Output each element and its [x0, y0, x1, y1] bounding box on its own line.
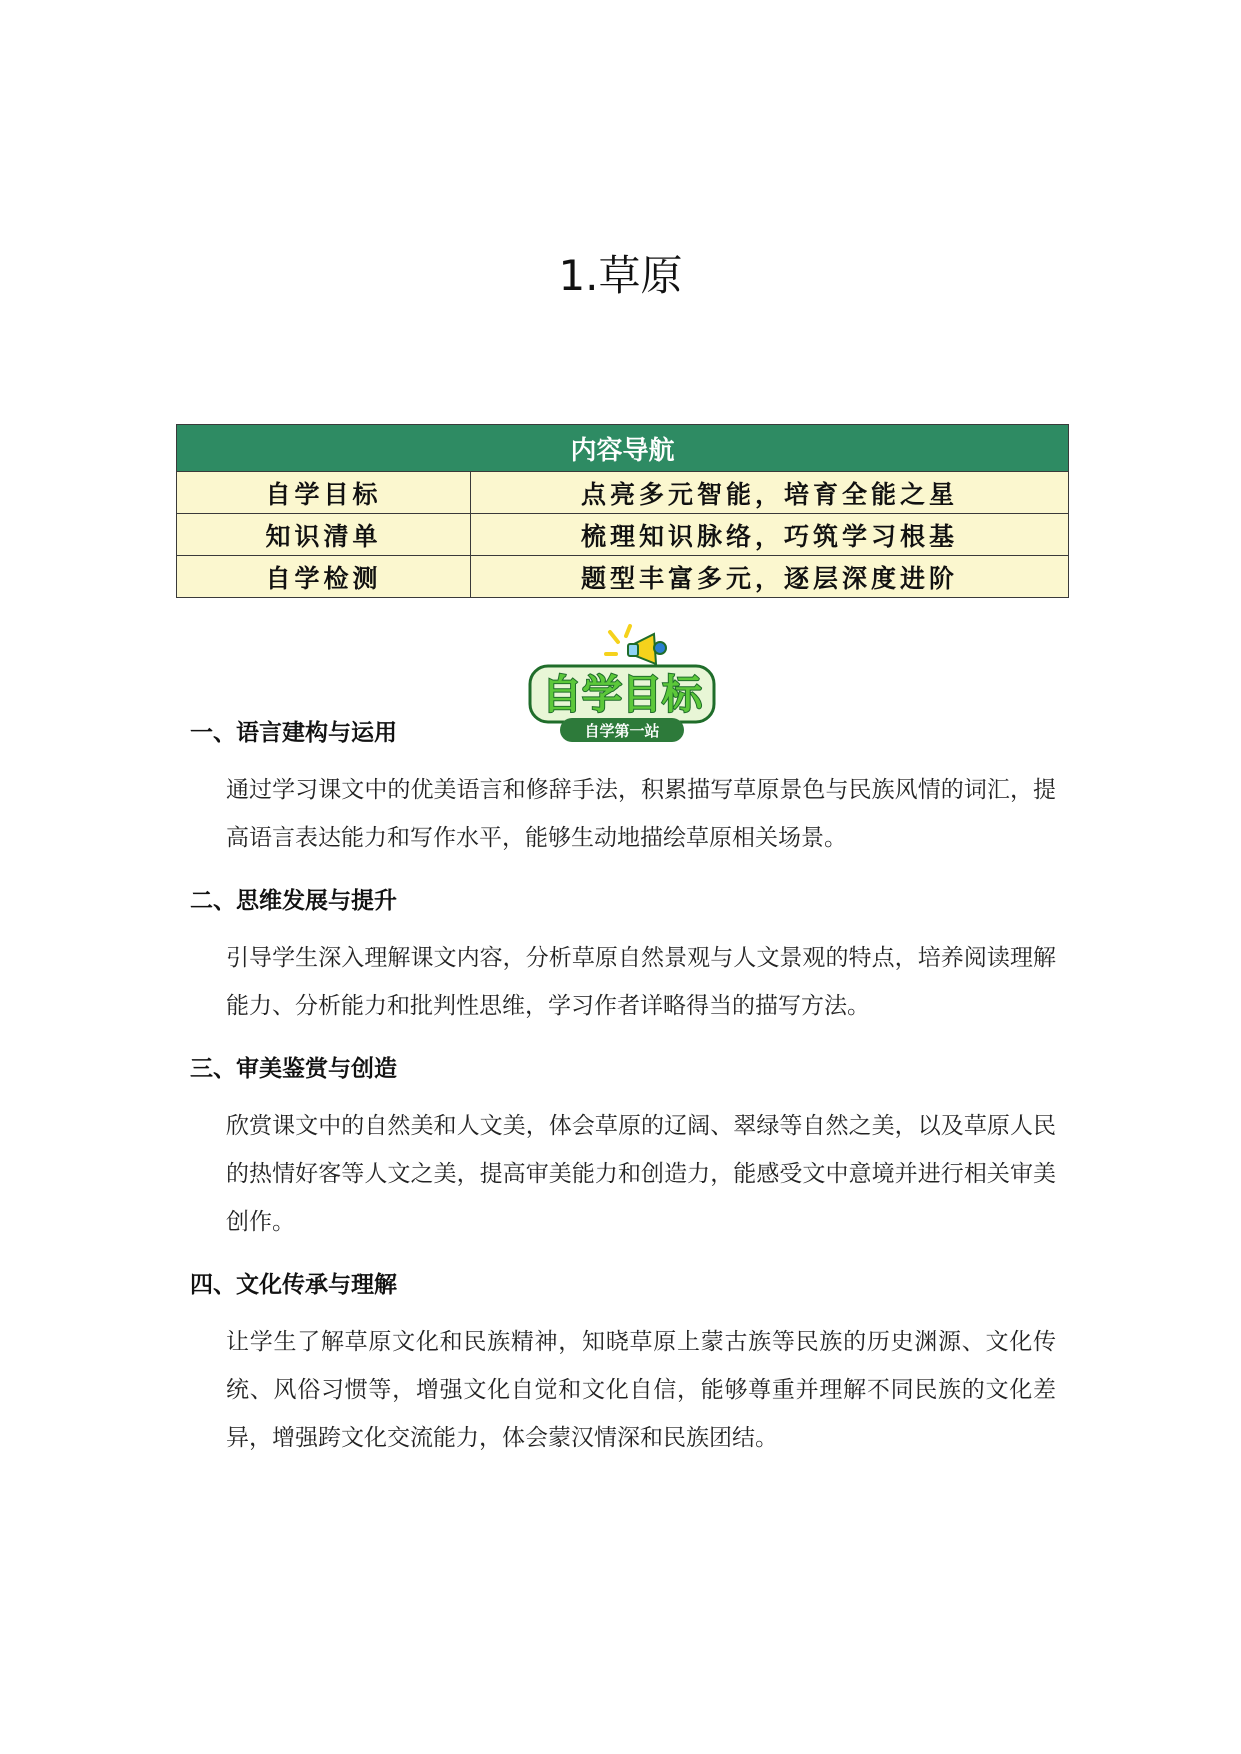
table-row [177, 514, 1069, 556]
table-row [177, 472, 1069, 514]
nav-row-desc: 题型丰富多元，逐层深度进阶 [471, 556, 1069, 598]
section-body: 通过学习课文中的优美语言和修辞手法，积累描写草原景色与民族风情的词汇，提高语言表达能力和写作水平，能够生动地描绘草原相关场景。 [226, 777, 1056, 851]
badge-main-text: 自学目标 [542, 672, 702, 718]
section-heading: 三、审美鉴赏与创造 [190, 1056, 397, 1082]
section-body: 欣赏课文中的自然美和人文美，体会草原的辽阔、翠绿等自然之美，以及草原人民的热情好客等人文之美，提高审美能力和创造力，能感受文中意境并进行相关审美创作。 [226, 1113, 1056, 1235]
badge-sub-text: 自学第一站 [584, 722, 660, 740]
section-body: 引导学生深入理解课文内容，分析草原自然景观与人文景观的特点，培养阅读理解能力、分析能力和批判性思维，学习作者详略得当的描写方法。 [226, 945, 1056, 1019]
content-nav-header: 内容导航 [177, 425, 1069, 472]
page-title: 1.草原 [558, 251, 683, 300]
section-heading: 二、思维发展与提升 [190, 888, 397, 914]
nav-row-desc: 点亮多元智能，培育全能之星 [471, 472, 1069, 514]
section-heading: 四、文化传承与理解 [190, 1272, 397, 1298]
nav-row-label: 知识清单 [177, 514, 471, 556]
nav-row-label: 自学目标 [177, 472, 471, 514]
section-heading: 一、语言建构与运用 [190, 720, 397, 746]
self-study-goal-badge [524, 622, 720, 746]
section-body: 让学生了解草原文化和民族精神，知晓草原上蒙古族等民族的历史渊源、文化传统、风俗习惯等，增强文化自觉和文化自信，能够尊重并理解不同民族的文化差异，增强跨文化交流能力，体会蒙汉情深和民族团结。 [226, 1329, 1056, 1451]
table-row [177, 556, 1069, 598]
nav-row-desc: 梳理知识脉络，巧筑学习根基 [471, 514, 1069, 556]
nav-row-label: 自学检测 [177, 556, 471, 598]
megaphone-icon [606, 626, 666, 664]
content-nav-table [176, 424, 1069, 598]
